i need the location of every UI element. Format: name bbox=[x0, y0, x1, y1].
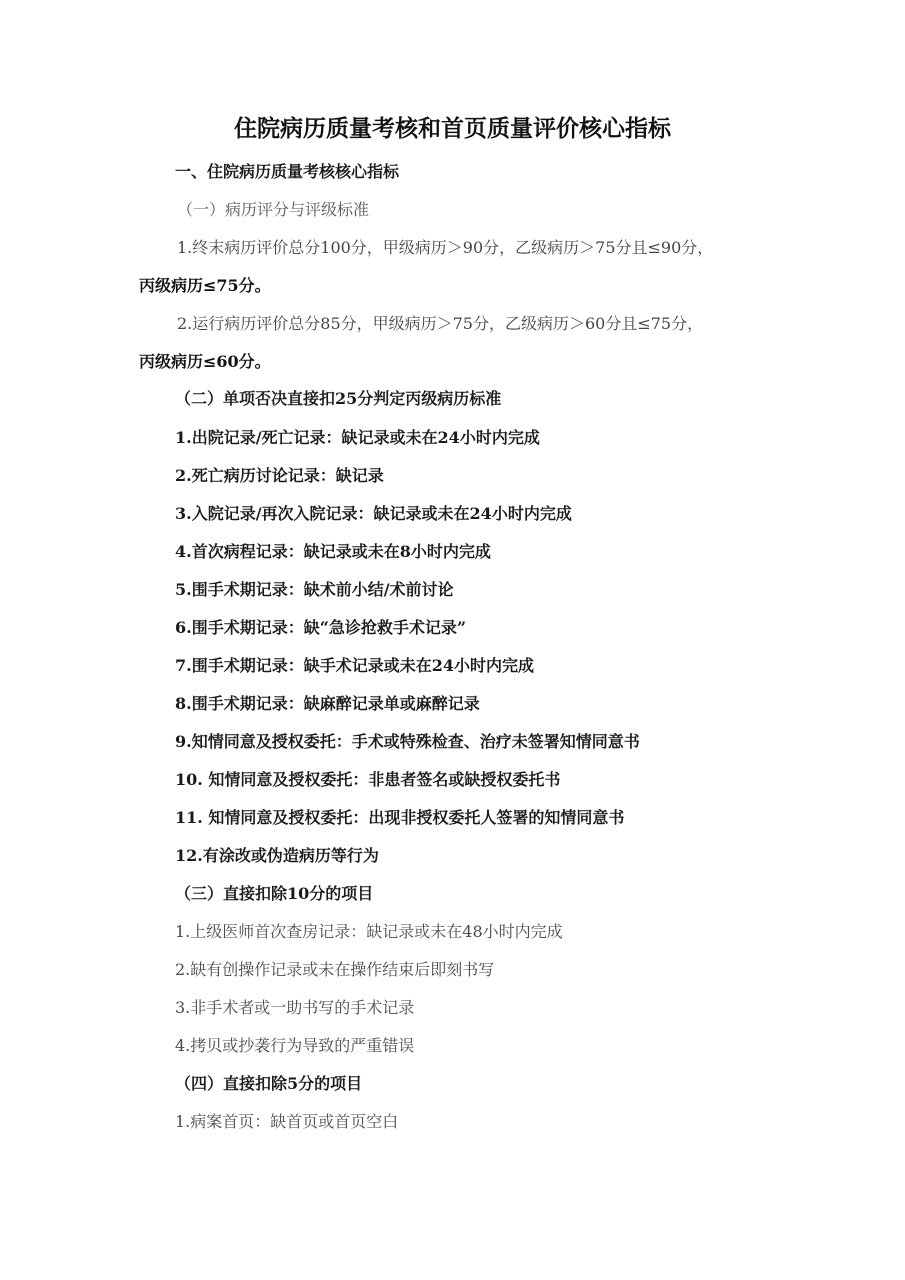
list-item: 1.出院记录/死亡记录：缺记录或未在24小时内完成 bbox=[175, 428, 540, 447]
list-item: 4.拷贝或抄袭行为导致的严重错误 bbox=[175, 1036, 415, 1055]
list-item: 6.围手术期记录：缺“急诊抢救手术记录” bbox=[175, 618, 467, 637]
list-item: 2.缺有创操作记录或未在操作结束后即刻书写 bbox=[175, 960, 495, 979]
list-item: 5.围手术期记录：缺术前小结/术前讨论 bbox=[175, 580, 454, 599]
paragraph-2-line-1: 2.运行病历评价总分85分，甲级病历＞75分，乙级病历＞60分且≤75分， bbox=[177, 314, 704, 333]
list-item: 10. 知情同意及授权委托：非患者签名或缺授权委托书 bbox=[175, 770, 561, 789]
section-heading: 一、住院病历质量考核核心指标 bbox=[175, 162, 400, 181]
page-title: 住院病历质量考核和首页质量评价核心指标 bbox=[234, 116, 671, 142]
subsection-heading-2: （二）单项否决直接扣25分判定丙级病历标准 bbox=[175, 389, 502, 408]
list-item: 12.有涂改或伪造病历等行为 bbox=[175, 846, 379, 865]
list-item: 4.首次病程记录：缺记录或未在8小时内完成 bbox=[175, 542, 491, 561]
list-item: 2.死亡病历讨论记录：缺记录 bbox=[175, 466, 384, 485]
paragraph-2-line-2: 丙级病历≤60分。 bbox=[139, 352, 271, 371]
subsection-heading-1: （一）病历评分与评级标准 bbox=[177, 200, 370, 219]
list-item: 8.围手术期记录：缺麻醉记录单或麻醉记录 bbox=[175, 694, 480, 713]
list-item: 9.知情同意及授权委托：手术或特殊检查、治疗未签署知情同意书 bbox=[175, 732, 640, 751]
paragraph-1-line-1: 1.终末病历评价总分100分，甲级病历＞90分，乙级病历＞75分且≤90分， bbox=[177, 238, 714, 257]
list-item: 7.围手术期记录：缺手术记录或未在24小时内完成 bbox=[175, 656, 534, 675]
paragraph-1-line-2: 丙级病历≤75分。 bbox=[139, 276, 271, 295]
list-item: 1.上级医师首次查房记录：缺记录或未在48小时内完成 bbox=[175, 922, 563, 941]
subsection-heading-3: （三）直接扣除10分的项目 bbox=[175, 884, 374, 903]
list-item: 1.病案首页：缺首页或首页空白 bbox=[175, 1112, 399, 1131]
list-item: 11. 知情同意及授权委托：出现非授权委托人签署的知情同意书 bbox=[175, 808, 625, 827]
list-item: 3.非手术者或一助书写的手术记录 bbox=[175, 998, 415, 1017]
list-item: 3.入院记录/再次入院记录：缺记录或未在24小时内完成 bbox=[175, 504, 572, 523]
subsection-heading-4: （四）直接扣除5分的项目 bbox=[175, 1074, 363, 1093]
